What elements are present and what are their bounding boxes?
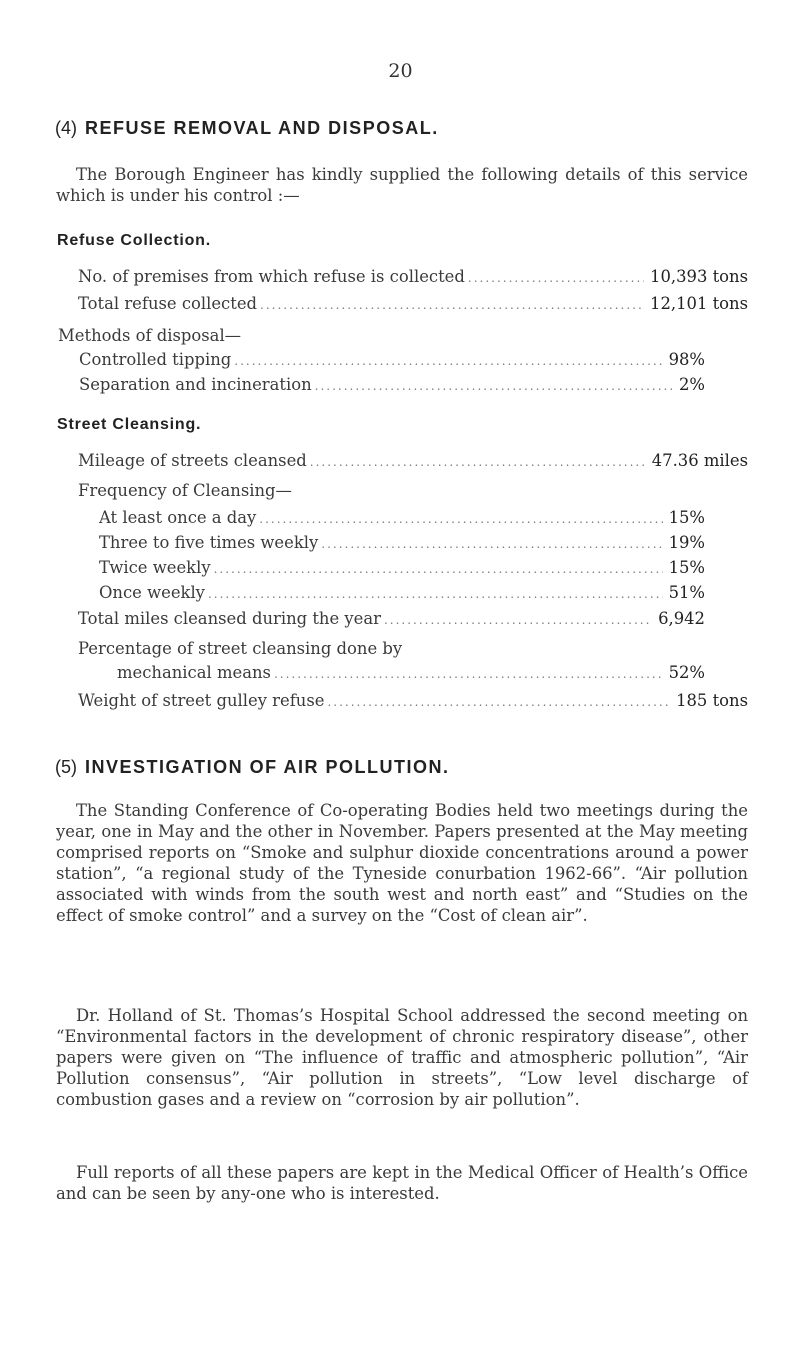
leader-dots (327, 691, 670, 713)
refuse-collection-heading: Refuse Collection. (57, 232, 211, 249)
total-miles-label: Total miles cleansed during the year (78, 609, 381, 628)
leader-dots (208, 583, 663, 605)
section-4-number: (4) (55, 118, 77, 138)
separation-row (79, 374, 705, 396)
separation-value: 2% (678, 375, 705, 394)
leader-dots (274, 663, 663, 685)
section-5-paragraph-1-text: The Standing Conference of Co-operating Bodies held two meetings during the year, one in May and the other in November. Papers presented at the May meeting comprised reports on “Smoke and sulphur dioxide concentrations around a power station”, “a regional study of the Tyneside conurbation 1962-66”. “Air pollution associated with winds from the south west and north east” and “Studies on the effect of smoke control” and a survey on the “Cost of clean air”. (56, 801, 748, 925)
total-refuse-label: Total refuse collected (78, 294, 258, 313)
section-5-title: INVESTIGATION OF AIR POLLUTION. (85, 757, 450, 777)
mechanical-value: 52% (668, 663, 705, 682)
leader-dots (260, 294, 644, 316)
daily-label: At least once a day (99, 508, 257, 527)
once-weekly-value: 51% (668, 583, 705, 602)
percentage-label-line-2: mechanical means (117, 663, 271, 682)
premises-row (78, 266, 748, 288)
total-refuse-row (78, 293, 748, 315)
section-4-title: REFUSE REMOVAL AND DISPOSAL. (85, 118, 439, 138)
mileage-value: 47.36 miles (651, 451, 748, 470)
leader-dots (384, 609, 652, 631)
section-5-paragraph-1 (56, 800, 748, 926)
total-refuse-value: 12,101 tons (650, 294, 748, 313)
three-five-label: Three to five times weekly (99, 533, 319, 552)
controlled-tipping-row (79, 349, 705, 371)
street-cleansing-heading: Street Cleansing. (57, 416, 202, 433)
daily-value: 15% (668, 508, 705, 527)
twice-weekly-label: Twice weekly (99, 558, 211, 577)
premises-value: 10,393 tons (650, 267, 748, 286)
total-miles-value: 6,942 (658, 609, 705, 628)
page-number: 20 (388, 60, 413, 82)
section-4-intro-text: The Borough Engineer has kindly supplied the following details of this service which is under his control :— (56, 165, 748, 205)
leader-dots (321, 533, 662, 555)
mileage-label: Mileage of streets cleansed (78, 451, 307, 470)
gulley-value: 185 tons (676, 691, 748, 710)
section-4-intro (56, 164, 748, 206)
leader-dots (214, 558, 663, 580)
controlled-tipping-label: Controlled tipping (79, 350, 232, 369)
leader-dots (259, 508, 662, 530)
percentage-label-line-1: Percentage of street cleansing done by (78, 639, 403, 658)
daily-row (99, 507, 705, 529)
separation-label: Separation and incineration (79, 375, 312, 394)
twice-weekly-value: 15% (668, 558, 705, 577)
gulley-label: Weight of street gulley refuse (78, 691, 325, 710)
gulley-row (78, 690, 748, 712)
frequency-label: Frequency of Cleansing— (78, 481, 292, 500)
leader-dots (468, 267, 644, 289)
mileage-row (78, 450, 748, 472)
three-five-value: 19% (668, 533, 705, 552)
section-5-paragraph-3 (56, 1162, 748, 1204)
leader-dots (310, 451, 646, 473)
section-5-paragraph-3-text: Full reports of all these papers are kept in the Medical Officer of Health’s Office and can be seen by any-one who is interested. (56, 1163, 748, 1203)
section-5-paragraph-2 (56, 1005, 748, 1110)
total-miles-row (78, 608, 705, 630)
twice-weekly-row (99, 557, 705, 579)
three-five-row (99, 532, 705, 554)
section-5-number: (5) (55, 757, 77, 777)
leader-dots (315, 375, 673, 397)
premises-label: No. of premises from which refuse is collected (78, 267, 465, 286)
leader-dots (234, 350, 662, 372)
methods-label: Methods of disposal— (58, 326, 242, 345)
controlled-tipping-value: 98% (668, 350, 705, 369)
section-4-heading (55, 118, 439, 139)
section-5-paragraph-2-text: Dr. Holland of St. Thomas’s Hospital School addressed the second meeting on “Environmental factors in the development of chronic respiratory disease”, other papers were given on “The influence of traffic and atmospheric pollution”, “Air Pollution consensus”, “Air pollution in streets”, “Low level discharge of combustion gases and a review on “corrosion by air pollution”. (56, 1006, 748, 1109)
once-weekly-label: Once weekly (99, 583, 205, 602)
once-weekly-row (99, 582, 705, 604)
section-5-heading (55, 757, 450, 778)
mechanical-row (117, 662, 705, 684)
